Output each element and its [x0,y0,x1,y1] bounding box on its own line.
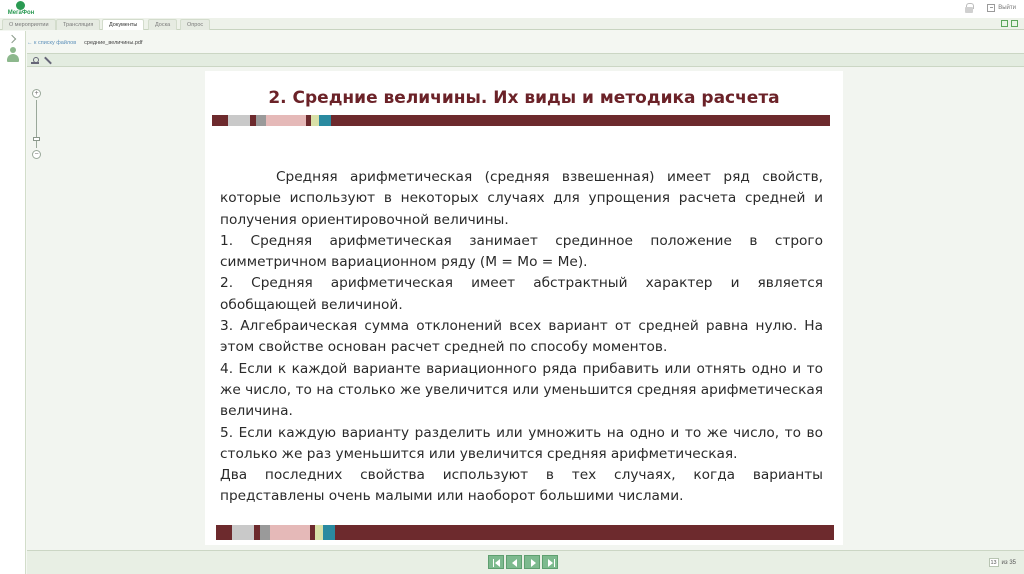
first-page-icon[interactable] [488,555,504,569]
slide-paragraph: Средняя арифметическая (средняя взвешенная) имеет ряд свойств, которые используют в некоторых случаях для упрощения расчета средней и получения ориентировочной величины. [220,169,823,228]
logout-icon [987,4,995,12]
slide-stripe-top [212,115,830,126]
stripe-segment [323,525,335,540]
logout-button[interactable] [987,4,1016,12]
document-viewer [27,67,1024,550]
total-pages-label: из 35 [1001,559,1016,566]
window-buttons [1001,20,1018,27]
zoom-slider [31,89,42,159]
stripe-segment [311,115,319,126]
slide-body [220,167,823,508]
tab-about[interactable]: О мероприятии [2,19,56,30]
stripe-segment [331,115,830,126]
current-page-input[interactable]: 13 [990,560,997,566]
stripe-segment [335,525,834,540]
tab-documents[interactable]: Документы [102,19,144,30]
pencil-icon[interactable] [44,57,52,64]
next-page-icon[interactable] [524,555,540,569]
file-name: средние_величины.pdf [84,40,143,46]
top-bar [0,0,1024,18]
stripe-segment [270,525,310,540]
back-to-files-link[interactable]: ← к списку файлов [27,40,77,46]
stripe-segment [232,525,254,540]
breadcrumb [27,37,142,49]
stripe-segment [319,115,331,126]
stripe-segment [228,115,250,126]
user-icon[interactable] [6,47,20,63]
top-right-controls [965,3,1016,13]
last-page-icon[interactable] [542,555,558,569]
stripe-segment [266,115,306,126]
page-counter [989,558,1016,567]
maximize-window-icon[interactable] [1011,20,1018,27]
chevron-right-icon[interactable] [8,35,16,43]
stripe-segment [256,115,266,126]
stripe-segment [260,525,270,540]
logo-text: МегаФон [7,10,35,16]
stripe-segment [315,525,323,540]
slide-paragraph: 5. Если каждую варианту разделить или умножить на одно и то же число, то во столько же раз уменьшится или увеличится средняя арифметическая. [220,424,823,462]
stripe-segment [212,115,228,126]
bottom-navigation [27,550,1024,574]
restore-window-icon[interactable] [1001,20,1008,27]
megafon-logo [4,1,38,18]
slide-stripe-bottom [216,525,834,540]
slide-paragraph: 4. Если к каждой варианте вариационного ряда прибавить или отнять одно и то же число, то на столько же увеличится или уменьшится средняя арифметическая величина. [220,360,823,420]
lock-icon[interactable] [965,3,973,13]
stamp-icon[interactable] [31,57,39,64]
stripe-segment [216,525,232,540]
slide-title: 2. Средние величины. Их виды и методика расчета [268,88,780,108]
left-sidebar [0,31,26,574]
document-toolbar [27,53,1024,67]
zoom-in-button[interactable]: + [32,89,41,98]
slide-paragraph: Два последних свойства используют в тех случаях, когда варианты представлены очень малыми или наоборот большими числами. [220,467,823,505]
tab-board[interactable]: Доска [148,19,177,30]
slide-paragraph: 1. Средняя арифметическая занимает срединное положение в строго симметричном вариационном ряду (М = Мо = Ме). [220,232,823,271]
pager [488,555,558,569]
prev-page-icon[interactable] [506,555,522,569]
tab-broadcast[interactable]: Трансляция [56,19,100,30]
logo-icon [16,1,25,10]
zoom-handle[interactable] [33,137,40,141]
tabs-row [0,18,1024,30]
slide-page [205,71,843,545]
slide-paragraph: 3. Алгебраическая сумма отклонений всех вариант от средней равна нулю. На этом свойстве основан расчет средней по способу моментов. [220,318,823,356]
zoom-out-button[interactable]: − [32,150,41,159]
slide-paragraph: 2. Средняя арифметическая имеет абстрактный характер и является обобщающей величиной. [220,275,823,313]
logout-label: Выйти [998,5,1016,11]
tab-poll[interactable]: Опрос [180,19,210,30]
